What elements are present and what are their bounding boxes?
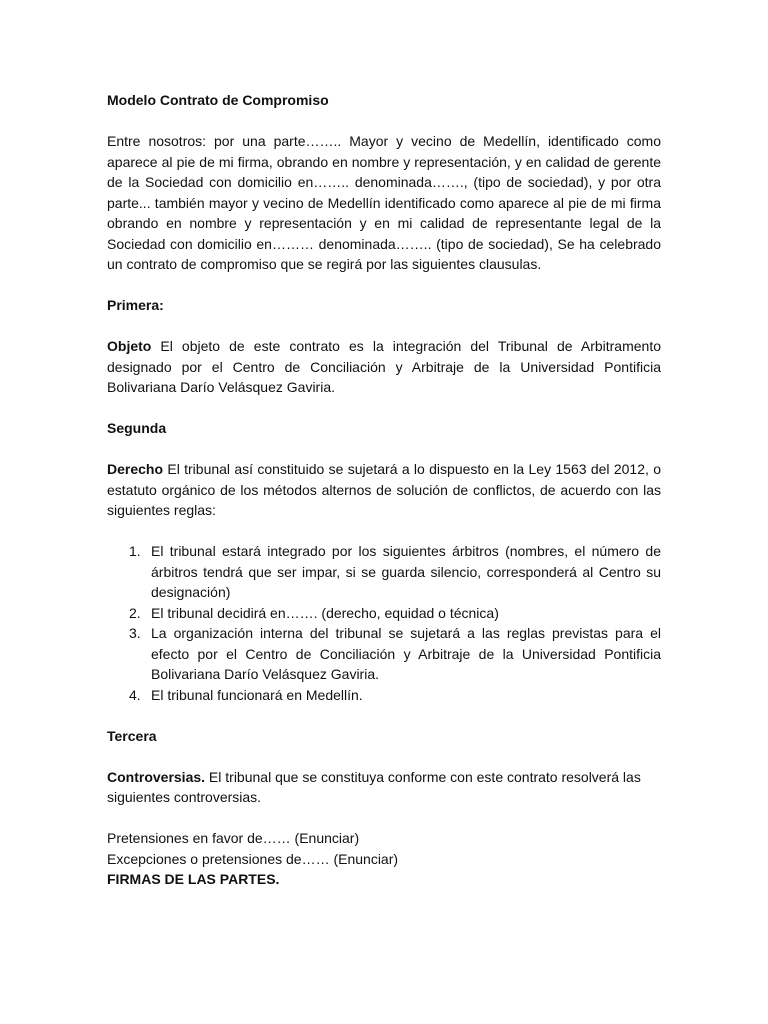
signatures-label: FIRMAS DE LAS PARTES.: [107, 871, 280, 887]
clause-segunda-body: [107, 459, 661, 521]
list-item: [107, 541, 661, 603]
list-item-number: 2.: [129, 604, 141, 621]
excepciones-line: Excepciones o pretensiones de…… (Enunciar): [107, 850, 399, 867]
clause-tercera-body: [107, 767, 661, 808]
clause-heading-primera: Primera:: [107, 297, 164, 313]
document-title: Modelo Contrato de Compromiso: [107, 92, 329, 108]
clause-heading-tercera: Tercera: [107, 727, 157, 744]
clause-primera-lead: Objeto: [107, 338, 152, 354]
clause-segunda-lead: Derecho: [107, 461, 164, 477]
clause-segunda-text: El tribunal así constituido se sujetará a lo dispuesto en la Ley 1563 del 2012, o estatuto orgánico de los métodos alternos de solución de conflictos, de acuerdo con las siguientes reglas:: [107, 461, 661, 518]
list-item: [107, 685, 661, 706]
clause-tercera-lead: Controversias.: [107, 768, 206, 785]
list-item-text: El tribunal funcionará en Medellín.: [151, 686, 363, 703]
list-item: [107, 603, 661, 624]
rules-list: [107, 541, 661, 705]
list-item-number: 3.: [129, 625, 141, 641]
list-item-number: 1.: [129, 543, 141, 559]
list-item-text: El tribunal decidirá en……. (derecho, equidad o técnica): [151, 604, 499, 621]
clause-primera-body: [107, 336, 661, 398]
intro-paragraph: Entre nosotros: por una parte…….. Mayor y vecino de Medellín, identificado como aparece al pie de mi firma, obrando en nombre y representación, y en calidad de gerente de la Sociedad con domicilio en…….. denominada……., (tipo de sociedad), y por otra parte... también mayor y vecino de Medellín identificado como aparece al pie de mi firma obrando en nombre y representación y en mi calidad de representante legal de la Sociedad con domicilio en……… denominada…….. (tipo de sociedad), Se ha celebrado un contrato de compromiso que se regirá por las siguientes clausulas.: [107, 133, 661, 272]
clause-heading-segunda: Segunda: [107, 420, 167, 436]
pretensiones-line: Pretensiones en favor de…… (Enunciar): [107, 830, 360, 846]
contract-document: [107, 90, 661, 890]
list-item-number: 4.: [129, 686, 141, 703]
list-item-text: La organización interna del tribunal se sujetará a las reglas previstas para el efecto por el Centro de Conciliación y Arbitraje de la Universidad Pontificia Bolivariana Darío Velásquez Gaviria.: [151, 625, 661, 682]
list-item: [107, 623, 661, 685]
clause-primera-text: El objeto de este contrato es la integración del Tribunal de Arbitramento designado por el Centro de Conciliación y Arbitraje de la Universidad Pontificia Bolivariana Darío Velásquez Gaviria.: [107, 338, 661, 395]
list-item-text: El tribunal estará integrado por los siguientes árbitros (nombres, el número de árbitros tendrá que ser impar, si se guarda silencio, corresponderá al Centro su designación): [151, 543, 661, 600]
clause-tercera-text: El tribunal que se constituya conforme con este contrato resolverá las siguientes controversias.: [107, 768, 641, 805]
